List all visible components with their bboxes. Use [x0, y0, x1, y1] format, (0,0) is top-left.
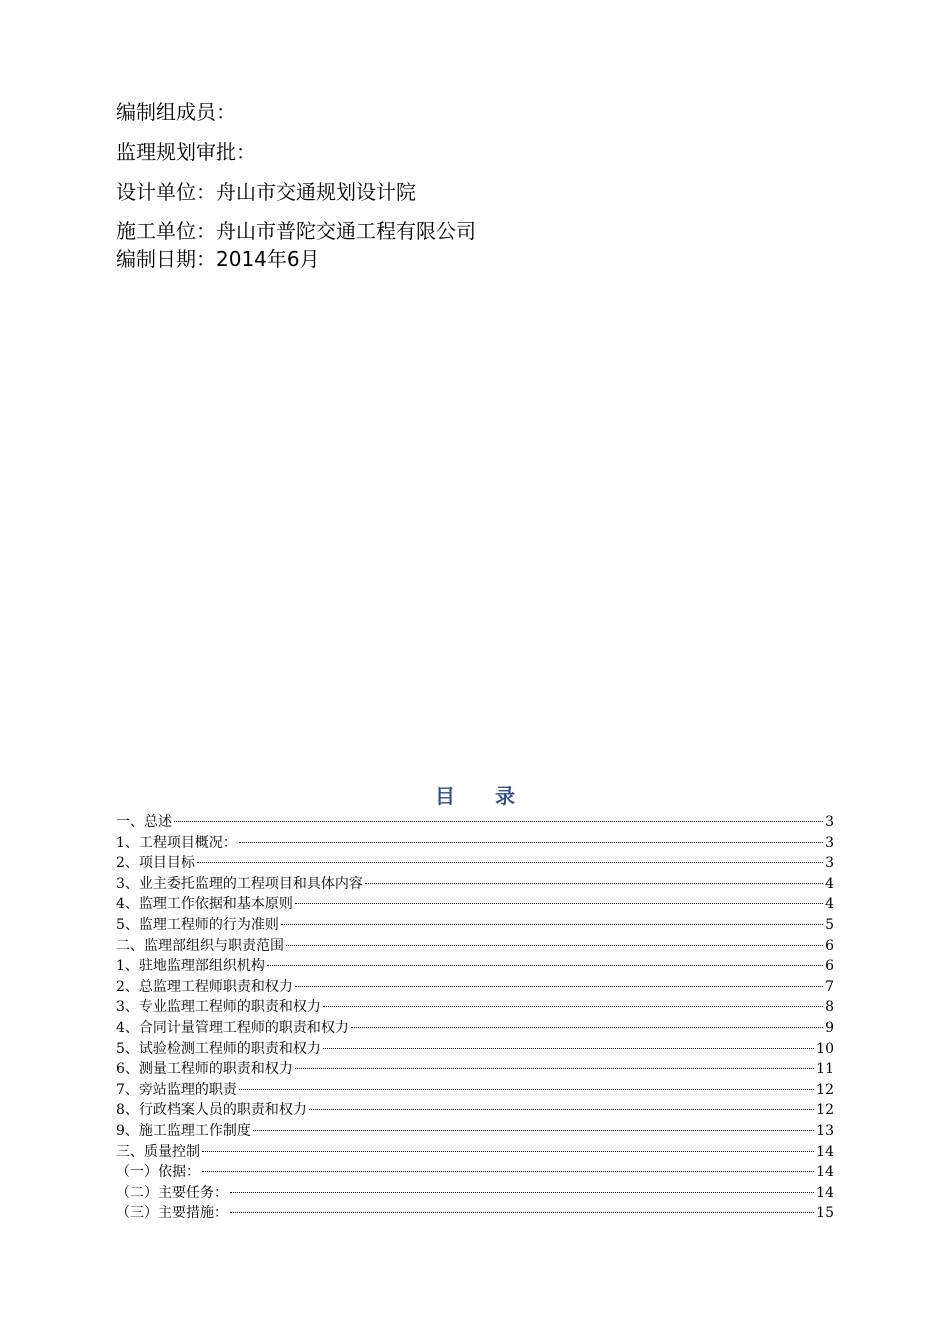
- toc-entry-page: 6: [825, 937, 834, 954]
- toc-entry-page: 15: [816, 1205, 834, 1222]
- toc-entry-label: 5、监理工程师的行为准则: [116, 916, 279, 933]
- toc-entry-page: 12: [816, 1081, 834, 1098]
- toc-entry[interactable]: [116, 853, 834, 874]
- toc-entry-label: 4、监理工作依据和基本原则: [116, 896, 293, 913]
- toc-entry-label: （三）主要措施：: [116, 1205, 228, 1222]
- toc-entry-page: 14: [816, 1164, 834, 1181]
- toc-entry-page: 3: [825, 855, 834, 872]
- toc-entry[interactable]: [116, 1080, 834, 1101]
- toc-leader-dots: [286, 945, 823, 946]
- toc-entry-label: 3、业主委托监理的工程项目和具体内容: [116, 875, 363, 892]
- toc-entry-label: 1、工程项目概况：: [116, 834, 237, 851]
- toc-entry-label: 4、合同计量管理工程师的职责和权力: [116, 1019, 349, 1036]
- toc-entry-page: 14: [816, 1184, 834, 1201]
- toc-entry-label: 6、测量工程师的职责和权力: [116, 1061, 293, 1078]
- compilers-line: 编制组成员：: [116, 100, 236, 124]
- toc-entry[interactable]: [116, 1100, 834, 1121]
- toc-entry-page: 8: [825, 999, 834, 1016]
- toc-entry-page: 14: [816, 1143, 834, 1160]
- toc-entry[interactable]: [116, 977, 834, 998]
- toc-entry[interactable]: [116, 1121, 834, 1142]
- toc-leader-dots: [351, 1027, 823, 1028]
- toc-entry-label: 1、驻地监理部组织机构: [116, 958, 265, 975]
- toc-leader-dots: [202, 1171, 814, 1172]
- toc-entry[interactable]: [116, 997, 834, 1018]
- toc-entry-page: 3: [825, 834, 834, 851]
- toc-entry-page: 7: [825, 978, 834, 995]
- toc-entry[interactable]: [116, 894, 834, 915]
- toc-entry-page: 13: [816, 1122, 834, 1139]
- toc-entry[interactable]: [116, 833, 834, 854]
- toc-entry[interactable]: [116, 1162, 834, 1183]
- toc-leader-dots: [267, 965, 823, 966]
- toc-leader-dots: [295, 903, 823, 904]
- toc-entry-label: 三、质量控制: [116, 1143, 200, 1160]
- toc-entry[interactable]: [116, 874, 834, 895]
- toc-entry-page: 10: [816, 1040, 834, 1057]
- toc-entry[interactable]: [116, 1039, 834, 1060]
- toc-entry-page: 4: [825, 875, 834, 892]
- toc-leader-dots: [253, 1130, 814, 1131]
- toc-entry-page: 6: [825, 958, 834, 975]
- toc-entry-label: 一、总述: [116, 814, 172, 830]
- approval-line: 监理规划审批：: [116, 140, 256, 164]
- toc-entry-page: 4: [825, 896, 834, 913]
- toc-leader-dots: [197, 862, 823, 863]
- toc-leader-dots: [202, 1151, 814, 1152]
- toc-entry-page: 3: [825, 814, 834, 830]
- toc-entry[interactable]: [116, 1183, 834, 1204]
- design-unit-line: 设计单位：舟山市交通规划设计院: [116, 180, 416, 204]
- toc-leader-dots: [309, 1109, 814, 1110]
- toc-leader-dots: [174, 821, 823, 822]
- toc-leader-dots: [230, 1212, 814, 1213]
- toc-entry[interactable]: [116, 1142, 834, 1163]
- toc-leader-dots: [239, 1089, 814, 1090]
- compile-date-line: 编制日期：2014年6月: [116, 247, 320, 271]
- toc-leader-dots: [239, 842, 823, 843]
- toc-entry-label: 二、监理部组织与职责范围: [116, 937, 284, 954]
- toc-leader-dots: [295, 986, 823, 987]
- toc-entry-label: （一）依据：: [116, 1164, 200, 1181]
- toc-leader-dots: [323, 1006, 823, 1007]
- toc-title: 目录: [435, 784, 555, 808]
- toc-entry-label: 8、行政档案人员的职责和权力: [116, 1102, 307, 1119]
- toc-leader-dots: [281, 924, 823, 925]
- toc-entry[interactable]: [116, 1059, 834, 1080]
- toc-leader-dots: [295, 1068, 814, 1069]
- toc-entry[interactable]: [116, 1018, 834, 1039]
- toc-entry-label: 3、专业监理工程师的职责和权力: [116, 999, 321, 1016]
- toc-entry-label: 9、施工监理工作制度: [116, 1122, 251, 1139]
- construction-unit-line: 施工单位：舟山市普陀交通工程有限公司: [116, 219, 476, 243]
- toc-entry-label: 7、旁站监理的职责: [116, 1081, 237, 1098]
- toc-entry[interactable]: [116, 812, 834, 833]
- toc-entry-label: 2、项目目标: [116, 855, 195, 872]
- toc-leader-dots: [323, 1048, 814, 1049]
- document-info-block: [116, 98, 876, 273]
- toc-entry[interactable]: [116, 915, 834, 936]
- toc-leader-dots: [230, 1192, 814, 1193]
- table-of-contents: [116, 812, 834, 1224]
- toc-entry-label: 2、总监理工程师职责和权力: [116, 978, 293, 995]
- toc-entry[interactable]: [116, 956, 834, 977]
- toc-entry-page: 12: [816, 1102, 834, 1119]
- toc-entry-page: 11: [816, 1061, 834, 1078]
- toc-entry[interactable]: [116, 1203, 834, 1224]
- toc-entry-page: 9: [825, 1019, 834, 1036]
- toc-entry[interactable]: [116, 936, 834, 957]
- toc-entry-label: （二）主要任务：: [116, 1184, 228, 1201]
- toc-entry-page: 5: [825, 916, 834, 933]
- toc-entry-label: 5、试验检测工程师的职责和权力: [116, 1040, 321, 1057]
- toc-leader-dots: [365, 883, 823, 884]
